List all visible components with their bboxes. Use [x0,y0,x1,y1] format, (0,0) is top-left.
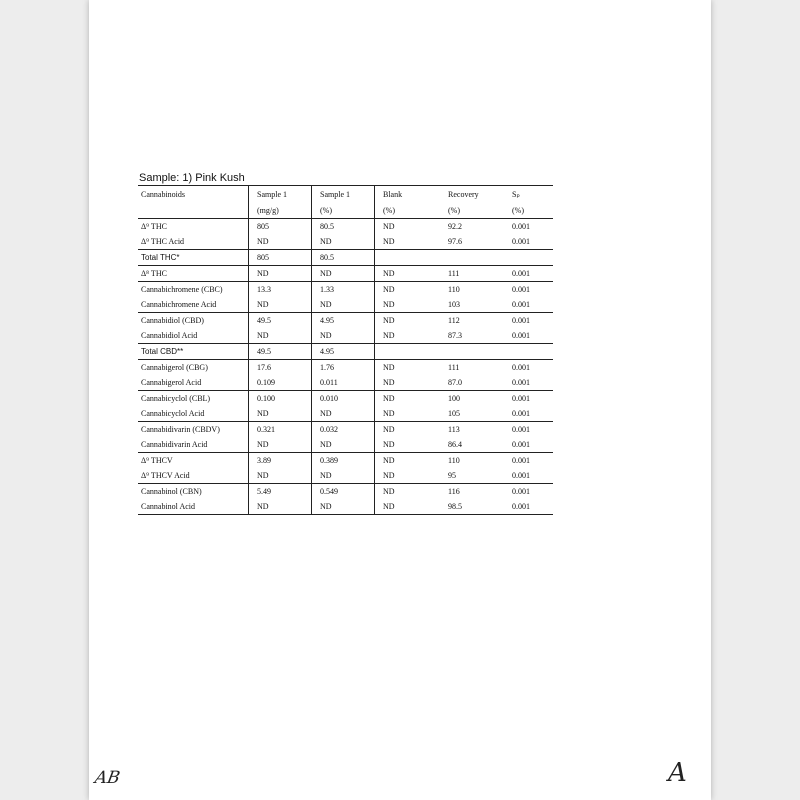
cell-recovery: 116 [440,484,504,500]
cell-cannabinoid: Cannabicyclol (CBL) [138,391,249,407]
cell-sample-mg: ND [249,234,312,250]
cell-blank: ND [375,391,441,407]
header-recovery-unit: (%) [440,202,504,219]
cell-blank: ND [375,422,441,438]
cell-sample-mg: 0.321 [249,422,312,438]
cell-sample-pct: ND [312,437,375,453]
table-row [138,437,553,453]
table-row [138,422,553,438]
cell-blank: ND [383,502,395,511]
cell-sp: 0.001 [512,222,530,231]
table-row [138,344,553,360]
cell-sample-mg: 49.5 [249,344,312,360]
cell-blank [375,250,441,266]
table-row [138,360,553,376]
cell-sp: 0.001 [512,409,530,418]
header-blank: Blank [383,189,403,199]
cell-recovery: 86.4 [448,440,462,449]
cell-sample-pct: ND [312,406,375,422]
cell-recovery: 87.3 [448,331,462,340]
cell-sp: 0.001 [504,282,553,298]
cell-sample-pct: ND [312,468,375,484]
cell-sample-pct: 0.389 [312,453,375,469]
cell-blank: ND [383,471,395,480]
cell-recovery [440,344,504,360]
cell-sp: 0.001 [512,378,530,387]
cell-cannabinoid: Cannabichromene Acid [138,297,249,313]
cell-recovery: 105 [448,409,460,418]
initials-signature-right: A [668,758,687,788]
initials-signature-left: AB [93,768,122,788]
header-recovery: Recovery [448,189,479,199]
cell-blank: ND [375,453,441,469]
cell-recovery: 112 [440,313,504,329]
header-units-row [138,202,553,219]
cell-recovery: 92.2 [448,222,462,231]
cell-recovery: 98.5 [448,502,462,511]
cell-sample-pct: 0.010 [312,391,375,407]
table-row [138,453,553,469]
cell-blank: ND [383,300,395,309]
table-row [138,219,553,235]
cell-sp: 0.001 [504,453,553,469]
cell-sample-pct: 0.032 [312,422,375,438]
cell-recovery: 97.6 [448,237,462,246]
cell-sample-pct: 80.5 [312,219,375,235]
cell-cannabinoid: Cannabidivarin Acid [138,437,249,453]
cell-sp: 0.001 [512,237,530,246]
cell-sample-mg: 13.3 [249,282,312,298]
cell-sample-pct: 80.5 [312,250,375,266]
cell-sample-mg: ND [249,468,312,484]
cell-blank: ND [383,378,395,387]
cell-sp: 0.001 [512,471,530,480]
table-row [138,484,553,500]
cell-sample-pct: ND [312,328,375,344]
cell-sample-mg: 5.49 [249,484,312,500]
header-sample-pct-unit: (%) [312,202,375,219]
cell-sp: 0.001 [504,484,553,500]
cell-cannabinoid: Cannabigerol (CBG) [138,360,249,376]
cell-blank: ND [383,409,395,418]
table-row [138,375,553,391]
cell-recovery: 87.0 [448,378,462,387]
cell-sample-pct: ND [312,234,375,250]
cell-cannabinoid: Cannabidivarin (CBDV) [138,422,249,438]
cell-sp: 0.001 [512,440,530,449]
cell-blank: ND [375,282,441,298]
cell-blank: ND [383,237,395,246]
table-row [138,406,553,422]
cell-recovery: 113 [440,422,504,438]
cell-cannabinoid: Cannabinol Acid [138,499,249,515]
cell-blank: ND [383,331,395,340]
header-sample-pct: Sample 1 [312,186,375,203]
cell-cannabinoid: Total CBD** [138,344,249,360]
cell-sp [504,250,553,266]
cell-sp: 0.001 [504,313,553,329]
cell-sample-pct: ND [312,297,375,313]
cell-sample-mg: ND [249,328,312,344]
cell-sample-mg: ND [249,437,312,453]
cell-cannabinoid: Δ⁹ THC Acid [138,234,249,250]
cell-sp [504,344,553,360]
cell-sample-mg: ND [249,499,312,515]
cell-sample-mg: 49.5 [249,313,312,329]
header-blank-unit: (%) [375,202,441,219]
cell-sample-mg: ND [249,297,312,313]
header-sample-mg: Sample 1 [249,186,312,203]
table-row [138,266,553,282]
cell-recovery: 110 [440,282,504,298]
cell-cannabinoid: Cannabigerol Acid [138,375,249,391]
cell-sample-mg: 0.100 [249,391,312,407]
cell-sample-pct: 4.95 [312,344,375,360]
cell-blank: ND [383,440,395,449]
cell-sample-mg: 17.6 [249,360,312,376]
table-row [138,282,553,298]
header-cannabinoids-unit [138,202,249,219]
header-sp-unit: (%) [504,202,553,219]
cell-recovery: 103 [448,300,460,309]
table-row [138,313,553,329]
cell-blank: ND [375,266,441,282]
cell-sample-pct: 1.76 [312,360,375,376]
cell-sample-pct: ND [312,499,375,515]
cell-cannabinoid: Cannabicyclol Acid [138,406,249,422]
cell-cannabinoid: Cannabichromene (CBC) [138,282,249,298]
cell-sample-pct: ND [312,266,375,282]
cell-recovery: 111 [440,360,504,376]
cell-cannabinoid: Cannabidiol Acid [138,328,249,344]
header-cannabinoids: Cannabinoids [138,186,249,203]
table-row [138,297,553,313]
cell-sample-pct: 0.549 [312,484,375,500]
cell-recovery: 100 [440,391,504,407]
cell-sample-mg: 805 [249,250,312,266]
cell-sample-mg: 0.109 [249,375,312,391]
cell-cannabinoid: Total THC* [138,250,249,266]
cell-sp: 0.001 [504,422,553,438]
cell-blank: ND [375,313,441,329]
cell-cannabinoid: Δ⁹ THC [138,219,249,235]
cell-recovery: 110 [440,453,504,469]
cell-sample-pct: 1.33 [312,282,375,298]
cell-cannabinoid: Cannabinol (CBN) [138,484,249,500]
cell-blank: ND [375,360,441,376]
header-row [138,186,553,203]
cell-sample-mg: ND [249,266,312,282]
cell-sp: 0.001 [512,331,530,340]
header-sample-mg-unit: (mg/g) [249,202,312,219]
table-row [138,468,553,484]
cell-blank: ND [383,222,395,231]
cell-recovery [440,250,504,266]
cell-sample-mg: ND [249,406,312,422]
table-row [138,391,553,407]
header-sp: Sₚ [512,189,520,199]
cell-blank: ND [375,484,441,500]
table-body [138,219,553,515]
table-row [138,499,553,515]
cell-sample-mg: 3.89 [249,453,312,469]
cannabinoid-results-table [138,185,553,515]
cell-recovery: 95 [448,471,456,480]
cell-sp: 0.001 [504,360,553,376]
sample-caption: Sample: 1) Pink Kush [139,172,245,184]
cell-sample-mg: 805 [249,219,312,235]
cell-cannabinoid: Cannabidiol (CBD) [138,313,249,329]
cell-sp: 0.001 [504,266,553,282]
cell-cannabinoid: Δ⁹ THCV [138,453,249,469]
table-row [138,328,553,344]
cell-sp: 0.001 [504,391,553,407]
cell-cannabinoid: Δ⁹ THCV Acid [138,468,249,484]
table-row [138,234,553,250]
table-row [138,250,553,266]
cell-cannabinoid: Δ⁸ THC [138,266,249,282]
cell-recovery: 111 [440,266,504,282]
cell-sample-pct: 0.011 [312,375,375,391]
cell-sp: 0.001 [512,502,530,511]
cell-blank [375,344,441,360]
cell-sp: 0.001 [512,300,530,309]
cell-sample-pct: 4.95 [312,313,375,329]
